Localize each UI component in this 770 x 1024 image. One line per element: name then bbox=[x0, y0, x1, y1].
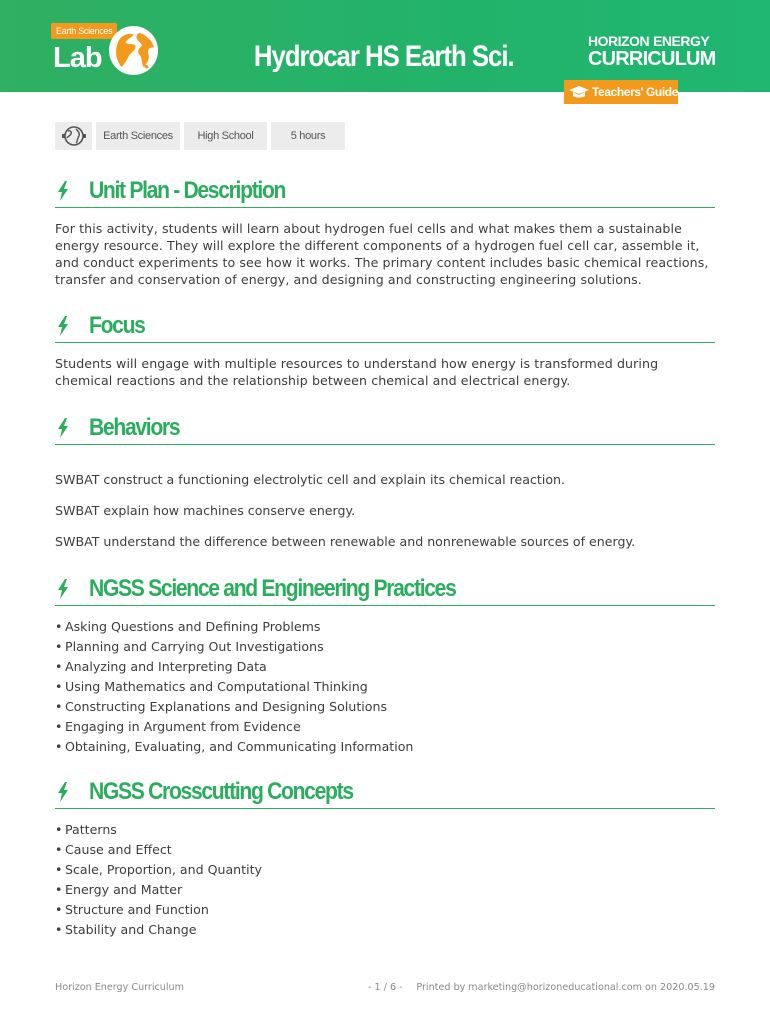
section-title: NGSS Crosscutting Concepts bbox=[89, 777, 353, 805]
subject-badge: Earth Sciences bbox=[51, 23, 117, 39]
globe-gear-icon bbox=[61, 125, 87, 147]
list-item: • Planning and Carrying Out Investigations bbox=[55, 637, 715, 657]
crosscutting-list bbox=[55, 820, 715, 940]
list-item: • Scale, Proportion, and Quantity bbox=[55, 860, 715, 880]
section-practices bbox=[55, 572, 715, 757]
meta-icon-cell bbox=[55, 122, 92, 150]
section-title: Behaviors bbox=[89, 413, 180, 441]
lesson-meta bbox=[55, 122, 345, 150]
graduation-cap-icon bbox=[569, 84, 589, 100]
brand-word-energy: ENERGY bbox=[653, 33, 710, 49]
teachers-guide-label: Teachers' Guide bbox=[592, 85, 678, 99]
list-item: • Obtaining, Evaluating, and Communicating Information bbox=[55, 737, 715, 757]
meta-grade-level: High School bbox=[184, 122, 267, 150]
section-crosscutting bbox=[55, 775, 715, 940]
list-item: • Analyzing and Interpreting Data bbox=[55, 657, 715, 677]
bolt-icon bbox=[57, 316, 69, 336]
section-title: NGSS Science and Engineering Practices bbox=[89, 574, 456, 602]
footer-publisher: Horizon Energy Curriculum bbox=[55, 982, 184, 993]
description-text: For this activity, students will learn about hydrogen fuel cells and what makes them a sustainable energy resource. They will explore the different components of a hydrogen fuel cell car, assemble it, and conduct experiments to see how it works. The primary content includes basic chemical reactions, transfer and conservation of energy, and designing and constructing engineering solutions. bbox=[55, 221, 709, 287]
document-title: Hydrocar HS Earth Sci. bbox=[253, 40, 514, 73]
section-behaviors bbox=[55, 411, 715, 564]
brand-word-horizon: HORIZON bbox=[588, 33, 650, 49]
section-heading bbox=[55, 775, 715, 809]
list-item: • Energy and Matter bbox=[55, 880, 715, 900]
page-footer bbox=[55, 982, 715, 996]
lab-label: Lab bbox=[53, 42, 102, 74]
section-title: Focus bbox=[89, 311, 145, 339]
section-heading bbox=[55, 572, 715, 606]
section-heading bbox=[55, 309, 715, 343]
behaviors-list bbox=[55, 471, 715, 550]
printed-by: Printed by marketing@horizoneducational.com on 2020.05.19 bbox=[416, 982, 715, 993]
list-item: • Asking Questions and Defining Problems bbox=[55, 617, 715, 637]
behavior-item: SWBAT construct a functioning electrolytic cell and explain its chemical reaction. bbox=[55, 472, 566, 487]
section-title: Unit Plan - Description bbox=[89, 176, 286, 204]
bolt-icon bbox=[57, 181, 69, 201]
list-item: • Constructing Explanations and Designing Solutions bbox=[55, 697, 715, 717]
teachers-guide-tag bbox=[564, 80, 678, 104]
list-item: • Stability and Change bbox=[55, 920, 715, 940]
section-heading bbox=[55, 411, 715, 445]
section-focus bbox=[55, 309, 715, 389]
list-item: • Patterns bbox=[55, 820, 715, 840]
page-header bbox=[0, 0, 770, 92]
list-item: • Engaging in Argument from Evidence bbox=[55, 717, 715, 737]
behavior-item: SWBAT explain how machines conserve energy. bbox=[55, 503, 356, 518]
meta-duration: 5 hours bbox=[271, 122, 345, 150]
meta-subject: Earth Sciences bbox=[96, 122, 180, 150]
bolt-icon bbox=[57, 579, 69, 599]
section-heading bbox=[55, 174, 715, 208]
practices-list bbox=[55, 617, 715, 757]
bolt-icon bbox=[57, 418, 69, 438]
bolt-icon bbox=[57, 782, 69, 802]
list-item: • Cause and Effect bbox=[55, 840, 715, 860]
list-item: • Structure and Function bbox=[55, 900, 715, 920]
brand-word-curriculum: CURRICULUM bbox=[588, 48, 716, 70]
behavior-item: SWBAT understand the difference between renewable and nonrenewable sources of energy. bbox=[55, 534, 636, 549]
brand-logo bbox=[588, 32, 716, 71]
page-number: - 1 / 6 - bbox=[368, 982, 403, 993]
list-item: • Using Mathematics and Computational Thinking bbox=[55, 677, 715, 697]
section-description bbox=[55, 174, 715, 288]
focus-text: Students will engage with multiple resources to understand how energy is transformed during chemical reactions and the relationship between chemical and electrical energy. bbox=[55, 356, 659, 388]
